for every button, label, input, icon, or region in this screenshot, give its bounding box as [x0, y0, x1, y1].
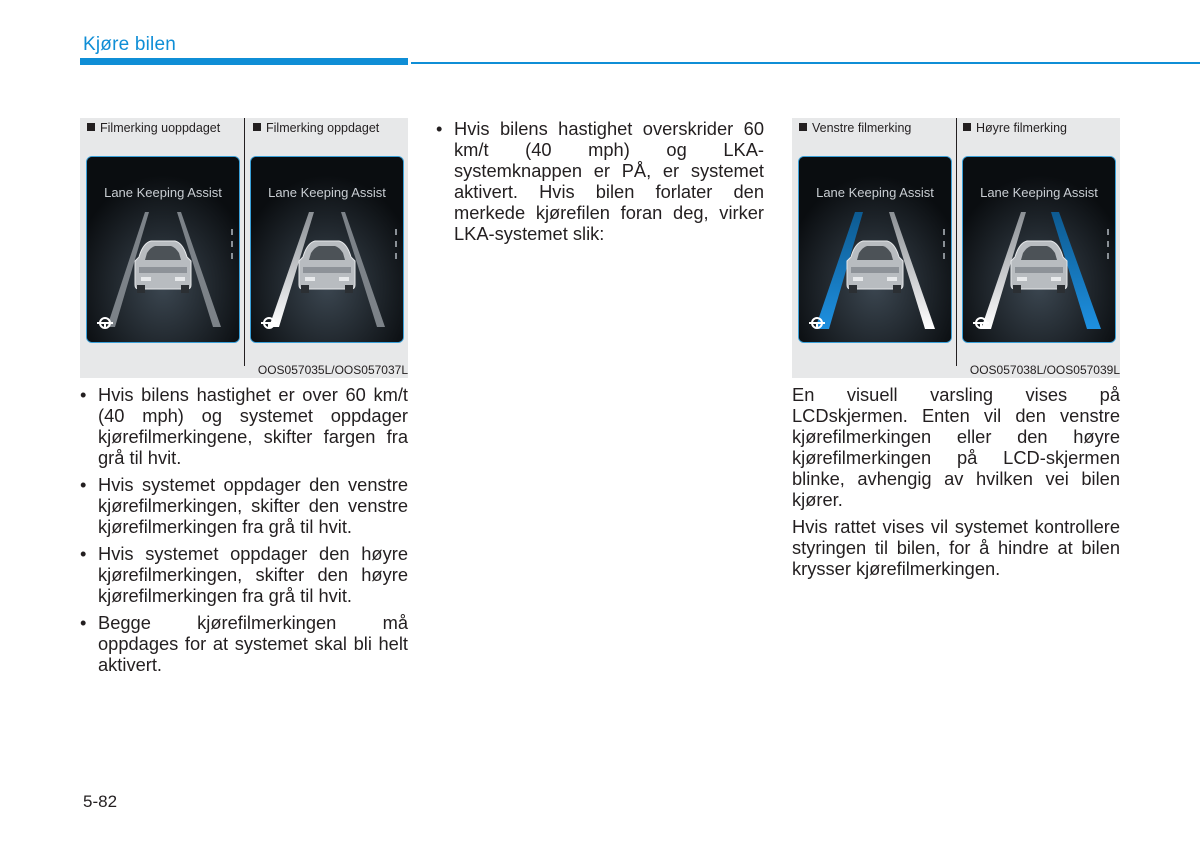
- figure-code: OOS057035L/OOS057037L: [257, 363, 408, 377]
- square-bullet-icon: [87, 123, 95, 131]
- lka-screen-detected: [250, 156, 404, 343]
- header-bar: [80, 58, 408, 65]
- right-column: [792, 384, 1120, 585]
- page-number: 5-82: [83, 792, 118, 811]
- left-column: [80, 384, 408, 681]
- middle-column: [436, 118, 764, 250]
- paragraph: En visuell varsling vises på LCDskjermen. Enten vil den venstre kjørefilmerkingen eller den høyre kjørefilmerkingen på LCD-skjermen blinke, avhengig av hvilken vei bilen kjører.: [792, 384, 1120, 510]
- list-item: • Begge kjørefilmerkingen må oppdages for at systemet skal bli helt aktivert.: [80, 612, 408, 675]
- section-title: Kjøre bilen: [83, 34, 177, 55]
- figure-caption-1: Filmerking uoppdaget: [87, 121, 220, 135]
- square-bullet-icon: [799, 123, 807, 131]
- figure-lane-detection: [80, 118, 408, 378]
- list-item: • Hvis bilens hastighet er over 60 km/t (40 mph) og systemet oppdager kjørefilmerkingene, skifter fargen fra grå til hvit.: [80, 384, 408, 468]
- list-item: • Hvis systemet oppdager den venstre kjørefilmerkingen, skifter den venstre kjørefilmerkingen fra grå til hvit.: [80, 474, 408, 537]
- screen-title: Lane Keeping Assist: [816, 185, 934, 200]
- lka-screen-right-warning: [962, 156, 1116, 343]
- figure-divider: [956, 118, 957, 366]
- figure-divider: [244, 118, 245, 366]
- square-bullet-icon: [963, 123, 971, 131]
- figure-caption-1: Venstre filmerking: [799, 121, 911, 135]
- screen-title: Lane Keeping Assist: [980, 185, 1098, 200]
- screen-title: Lane Keeping Assist: [104, 185, 222, 200]
- figure-code: OOS057038L/OOS057039L: [969, 363, 1120, 377]
- figure-caption-2: Høyre filmerking: [963, 121, 1067, 135]
- figure-caption-2: Filmerking oppdaget: [253, 121, 379, 135]
- header-rule: [411, 62, 1200, 64]
- list-item: • Hvis bilens hastighet overskrider 60 km/t (40 mph) og LKA-systemknappen er PÅ, er systemet aktivert. Hvis bilen forlater den merkede kjørefilen foran deg, virker LKA-systemet slik:: [436, 118, 764, 244]
- screen-title: Lane Keeping Assist: [268, 185, 386, 200]
- figure-lane-warning: [792, 118, 1120, 378]
- list-item: • Hvis systemet oppdager den høyre kjørefilmerkingen, skifter den høyre kjørefilmerkingen fra grå til hvit.: [80, 543, 408, 606]
- paragraph: Hvis rattet vises vil systemet kontrollere styringen til bilen, for å hindre at bilen krysser kjørefilmerkingen.: [792, 516, 1120, 579]
- lka-screen-left-warning: [798, 156, 952, 343]
- lka-screen-undetected: [86, 156, 240, 343]
- square-bullet-icon: [253, 123, 261, 131]
